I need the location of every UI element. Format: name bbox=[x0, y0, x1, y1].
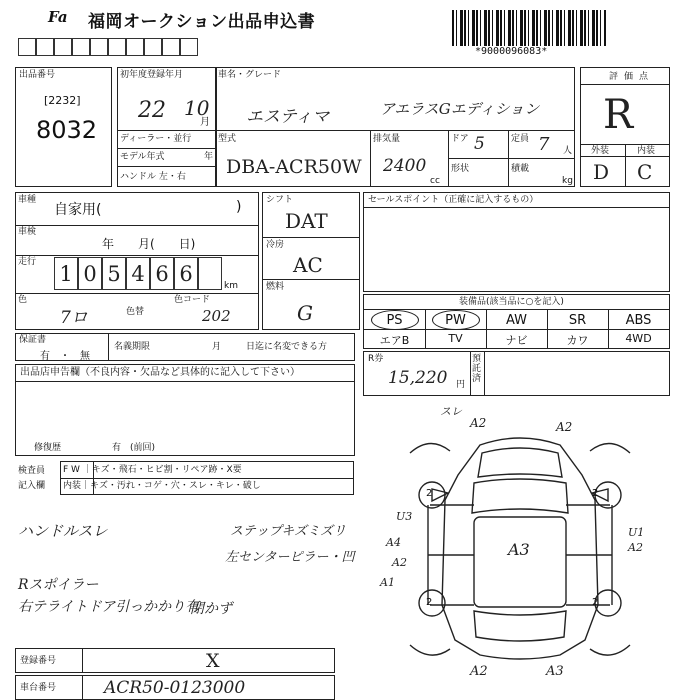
doors-value: 5 bbox=[474, 134, 485, 154]
warranty-label: 保証書 bbox=[19, 335, 47, 345]
evaluation-score: R bbox=[603, 92, 634, 138]
usage-label: 車種 bbox=[18, 195, 37, 205]
shift-box bbox=[262, 192, 360, 330]
pw-circle-mark bbox=[432, 310, 480, 330]
tire-mark: 2 bbox=[426, 597, 433, 608]
equipment-abs: ABS bbox=[625, 313, 652, 328]
aircon-label: 冷房 bbox=[266, 240, 285, 250]
diagram-mark: A2 bbox=[628, 541, 643, 554]
equipment-aw: AW bbox=[505, 313, 528, 328]
chassis-number-box bbox=[15, 675, 335, 700]
equipment-4wd: 4WD bbox=[625, 332, 652, 345]
diagram-mark: A2 bbox=[556, 420, 573, 434]
equipment-box bbox=[363, 294, 670, 349]
entry-number-label: 出品番号 bbox=[19, 70, 56, 80]
displacement-value: 2400 bbox=[383, 156, 427, 176]
barcode-number: *9000096083* bbox=[475, 46, 548, 57]
displacement-unit: cc bbox=[430, 176, 440, 186]
note-line: 閉かず bbox=[190, 601, 232, 617]
auction-logo: Fa bbox=[48, 8, 68, 26]
diagram-mark: A2 bbox=[470, 416, 487, 430]
exterior-label: 外装 bbox=[591, 146, 610, 156]
dealer-label: ディーラー・並行 bbox=[120, 134, 192, 144]
recycle-value: 15,220 bbox=[388, 368, 448, 388]
mileage-digit: 6 bbox=[150, 257, 174, 290]
mileage-digit: 4 bbox=[126, 257, 150, 290]
ps-circle-mark bbox=[371, 310, 419, 330]
registration-month-suffix: 月 bbox=[200, 117, 210, 128]
diagram-mark: A2 bbox=[392, 556, 407, 569]
color-code-label: 色コード bbox=[174, 295, 211, 305]
model-grade: アエラスGエディション bbox=[380, 100, 540, 118]
mileage-unit: km bbox=[224, 281, 238, 291]
exterior-grade: D bbox=[593, 160, 610, 184]
entry-code: [2232] bbox=[44, 94, 81, 107]
mileage-digit: 0 bbox=[78, 257, 102, 290]
chassis-number-value: ACR50-0123000 bbox=[104, 678, 246, 698]
usage-value: 自家用( bbox=[54, 202, 102, 218]
usage-box bbox=[15, 192, 259, 330]
shift-value: DAT bbox=[285, 209, 328, 233]
note-line: 左センターピラー・凹 bbox=[225, 550, 355, 565]
recycle-deposit-label: 預託済 bbox=[472, 354, 482, 384]
tire-mark: 2 bbox=[592, 488, 599, 499]
tire-mark: 2 bbox=[592, 597, 599, 608]
model-year-label: モデル年式 bbox=[120, 152, 165, 162]
sales-point-box bbox=[363, 192, 670, 292]
capacity-unit: 人 bbox=[563, 146, 573, 156]
equipment-navi: ナビ bbox=[505, 334, 528, 347]
inspection-label: 車検 bbox=[18, 227, 37, 237]
fuel-value: G bbox=[297, 301, 313, 325]
recycle-label: R券 bbox=[368, 354, 384, 364]
equipment-pw: PW bbox=[445, 313, 466, 328]
diagram-mark: A1 bbox=[380, 576, 395, 589]
inspector-row-exterior: F W ｜キズ・飛石・ヒビ割・リペア跡・X要 bbox=[63, 465, 242, 475]
transfer-label: 名義期限 bbox=[114, 342, 151, 352]
registration-number-value: X bbox=[206, 650, 220, 672]
inspector-row-interior: 内装｜キズ・汚れ・コゲ・穴・スレ・キレ・破し bbox=[63, 481, 261, 491]
repair-history-value: 有 (前回) bbox=[112, 443, 156, 453]
model-label: 車名・グレード bbox=[218, 70, 282, 80]
diagram-mark: A4 bbox=[386, 536, 401, 549]
diagram-mark: A2 bbox=[470, 664, 488, 679]
declaration-label: 出品店申告欄（不良内容・欠品など具体的に記入して下さい） bbox=[20, 367, 300, 378]
inspector-label-bottom: 記入欄 bbox=[18, 481, 46, 491]
diagram-mark: A3 bbox=[546, 664, 564, 679]
recycle-box bbox=[363, 351, 670, 396]
declaration-box bbox=[15, 364, 355, 456]
evaluation-box bbox=[580, 67, 670, 187]
type-label: 型式 bbox=[218, 134, 237, 144]
note-line: ハンドルスレ bbox=[18, 522, 108, 540]
note-line: ステップキズミズリ bbox=[230, 524, 346, 539]
registration-year: 22 bbox=[138, 98, 166, 123]
repair-history-label: 修復歴 bbox=[34, 443, 62, 453]
usage-close: ) bbox=[236, 199, 242, 215]
vehicle-info-box bbox=[117, 67, 575, 187]
inspection-value: 年 月( 日) bbox=[102, 237, 196, 251]
equipment-sr: SR bbox=[568, 313, 587, 328]
entry-number-box bbox=[15, 67, 112, 187]
doors-label: ドア bbox=[451, 134, 469, 144]
color-change-label: 色替 bbox=[126, 307, 145, 317]
shape-label: 形状 bbox=[451, 164, 470, 174]
registration-number-label: 登録番号 bbox=[20, 656, 57, 666]
registration-number-box bbox=[15, 648, 335, 673]
note-line: Rスポイラー bbox=[18, 577, 99, 593]
load-label: 積載 bbox=[511, 164, 530, 174]
registration-year-label: 初年度登録年月 bbox=[120, 70, 184, 80]
warranty-box bbox=[15, 333, 355, 361]
mileage-label: 走行 bbox=[18, 257, 37, 267]
mileage-digit: 5 bbox=[102, 257, 126, 290]
note-line: 右テライトドア引っかかり有 bbox=[18, 599, 200, 615]
transfer-deadline: 日迄に名変できる方 bbox=[246, 342, 328, 352]
model-year-suffix: 年 bbox=[204, 152, 214, 162]
equipment-leather: カワ bbox=[566, 334, 589, 347]
diagram-mark-scratch: スレ bbox=[440, 405, 462, 418]
handle-label: ハンドル 左・右 bbox=[120, 172, 186, 182]
mileage-digit: 1 bbox=[54, 257, 78, 290]
diagram-mark: U3 bbox=[396, 510, 413, 523]
tire-mark: 2 bbox=[426, 488, 433, 499]
type-value: DBA-ACR50W bbox=[226, 156, 362, 178]
form-title: 福岡オークション出品申込書 bbox=[88, 12, 316, 32]
diagram-center-mark: A3 bbox=[508, 540, 530, 559]
registration-month: 10 bbox=[184, 96, 210, 120]
interior-grade: C bbox=[637, 160, 653, 184]
color-label: 色 bbox=[18, 295, 28, 305]
equipment-label: 装備品(該当品に○を記入) bbox=[459, 297, 564, 307]
inspector-label-top: 検査員 bbox=[18, 466, 46, 476]
fuel-label: 燃料 bbox=[266, 282, 285, 292]
inspector-grid bbox=[60, 461, 354, 495]
displacement-label: 排気量 bbox=[373, 134, 401, 144]
capacity-value: 7 bbox=[538, 134, 550, 155]
recycle-unit: 円 bbox=[456, 380, 466, 390]
sales-point-label: セールスポイント（正確に記入するもの） bbox=[368, 195, 539, 205]
entry-number: 8032 bbox=[36, 116, 98, 144]
equipment-airbag: エアB bbox=[379, 334, 410, 347]
model-name: エスティマ bbox=[246, 107, 330, 127]
load-unit: kg bbox=[562, 176, 573, 186]
aircon-value: AC bbox=[293, 253, 323, 277]
mileage-digit: 6 bbox=[174, 257, 198, 290]
interior-label: 内装 bbox=[637, 146, 656, 156]
evaluation-label: 評価点 bbox=[609, 72, 655, 82]
warranty-value: 有 ・ 無 bbox=[40, 351, 90, 362]
chassis-number-label: 車台番号 bbox=[20, 683, 57, 693]
color-value: 7ロ bbox=[60, 308, 88, 328]
equipment-tv: TV bbox=[448, 332, 463, 345]
capacity-label: 定員 bbox=[511, 134, 530, 144]
shift-label: シフト bbox=[266, 195, 294, 205]
diagram-mark: U1 bbox=[628, 526, 645, 539]
transfer-unit: 月 bbox=[212, 342, 222, 352]
color-code: 202 bbox=[202, 307, 231, 325]
equipment-ps: PS bbox=[386, 313, 403, 328]
barcode bbox=[452, 10, 606, 46]
